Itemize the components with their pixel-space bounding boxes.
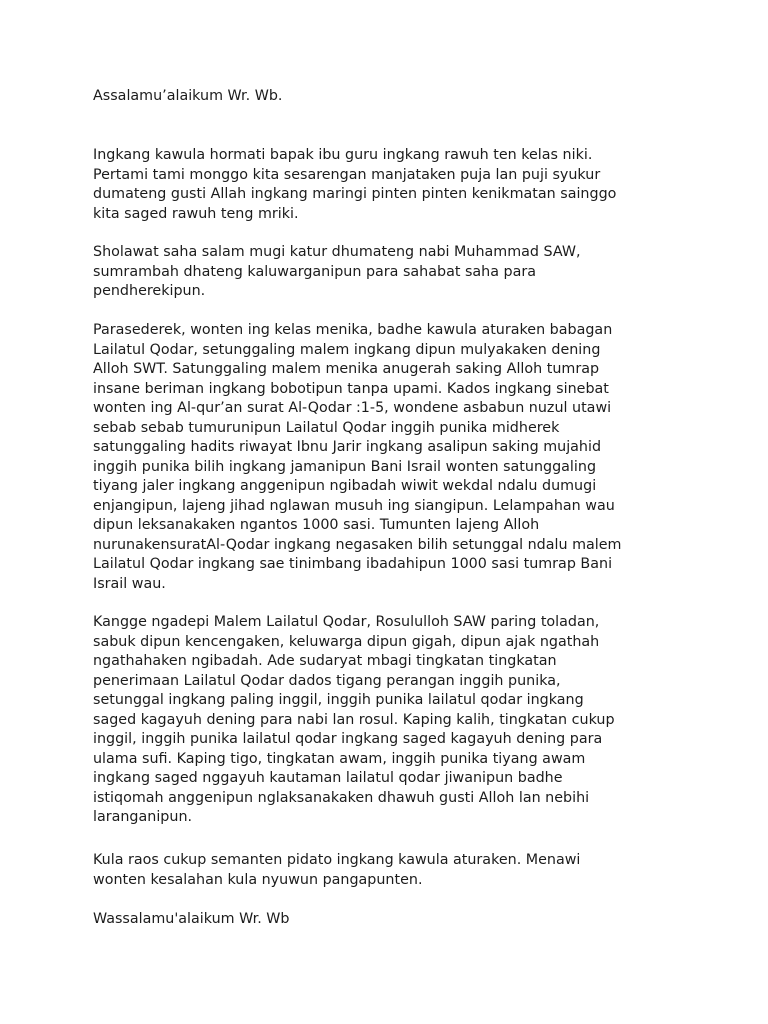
greeting — [93, 87, 683, 107]
paragraph-text: Ingkang kawula hormati bapak ibu guru ingkang rawuh ten kelas niki. Pertami tami monggo kita sesarengan manjataken puja lan puji syukur dumateng gusti Allah ingkang maringi pinten pinten kenikmatan sainggo kita saged rawuh teng mriki. — [93, 147, 617, 222]
paragraph-sholawat — [93, 243, 683, 302]
paragraph-text: Kangge ngadepi Malem Lailatul Qodar, Rosululloh SAW paring toladan, sabuk dipun kencengaken, keluwarga dipun gigah, dipun ajak ngathah ngathahaken ngibadah. Ade sudaryat mbagi tingkatan tingkatan penerimaan Lailatul Qodar dados tigang perangan inggih punika, setunggal ingkang paling inggil, inggih punika lailatul qodar ingkang saged kagayuh dening para nabi lan rosul. Kaping kalih, tingkatan cukup inggil, inggih punika lailatul qodar ingkang saged kagayuh dening para ulama sufi. Kaping tigo, tingkatan awam, inggih punika tiyang awam ingkang saged nggayuh kautaman lailatul qodar jiwanipun badhe istiqomah anggenipun nglaksanakaken dhawuh gusti Alloh lan nebihi laranganipun. — [93, 614, 615, 825]
paragraph-tingkatan — [93, 613, 683, 828]
greeting-text: Assalamu’alaikum Wr. Wb. — [93, 88, 283, 104]
paragraph-lailatul-qodar — [93, 321, 683, 594]
paragraph-text: Kula raos cukup semanten pidato ingkang kawula aturaken. Menawi wonten kesalahan kula nyuwun pangapunten. — [93, 852, 581, 888]
closing — [93, 910, 683, 930]
paragraph-penutup — [93, 851, 683, 890]
paragraph-text: Parasederek, wonten ing kelas menika, badhe kawula aturaken babagan Lailatul Qodar, setunggaling malem ingkang dipun mulyakaken dening Alloh SWT. Satunggaling malem menika anugerah saking Alloh tumrap insane beriman ingkang bobotipun tanpa upami. Kados ingkang sinebat wonten ing Al-qur’an surat Al-Qodar :1-5, wondene asbabun nuzul utawi sebab sebab tumurunipun Lailatul Qodar inggih punika midherek satunggaling hadits riwayat Ibnu Jarir ingkang asalipun saking mujahid inggih punika bilih ingkang jamanipun Bani Israil wonten satunggaling tiyang jaler ingkang anggenipun ngibadah wiwit wekdal ndalu dumugi enjangipun, lajeng jihad nglawan musuh ing siangipun. Lelampahan wau dipun leksanakaken ngantos 1000 sasi. Tumunten lajeng Alloh nurunakensuratAl-Qodar ingkang negasaken bilih setunggal ndalu malem Lailatul Qodar ingkang sae tinimbang ibadahipun 1000 sasi tumrap Bani Israil wau. — [93, 322, 622, 592]
paragraph-opening — [93, 146, 683, 224]
paragraph-text: Sholawat saha salam mugi katur dhumateng nabi Muhammad SAW, sumrambah dhateng kaluwarganipun para sahabat saha para pendherekipun. — [93, 244, 581, 299]
closing-text: Wassalamu'alaikum Wr. Wb — [93, 911, 290, 927]
